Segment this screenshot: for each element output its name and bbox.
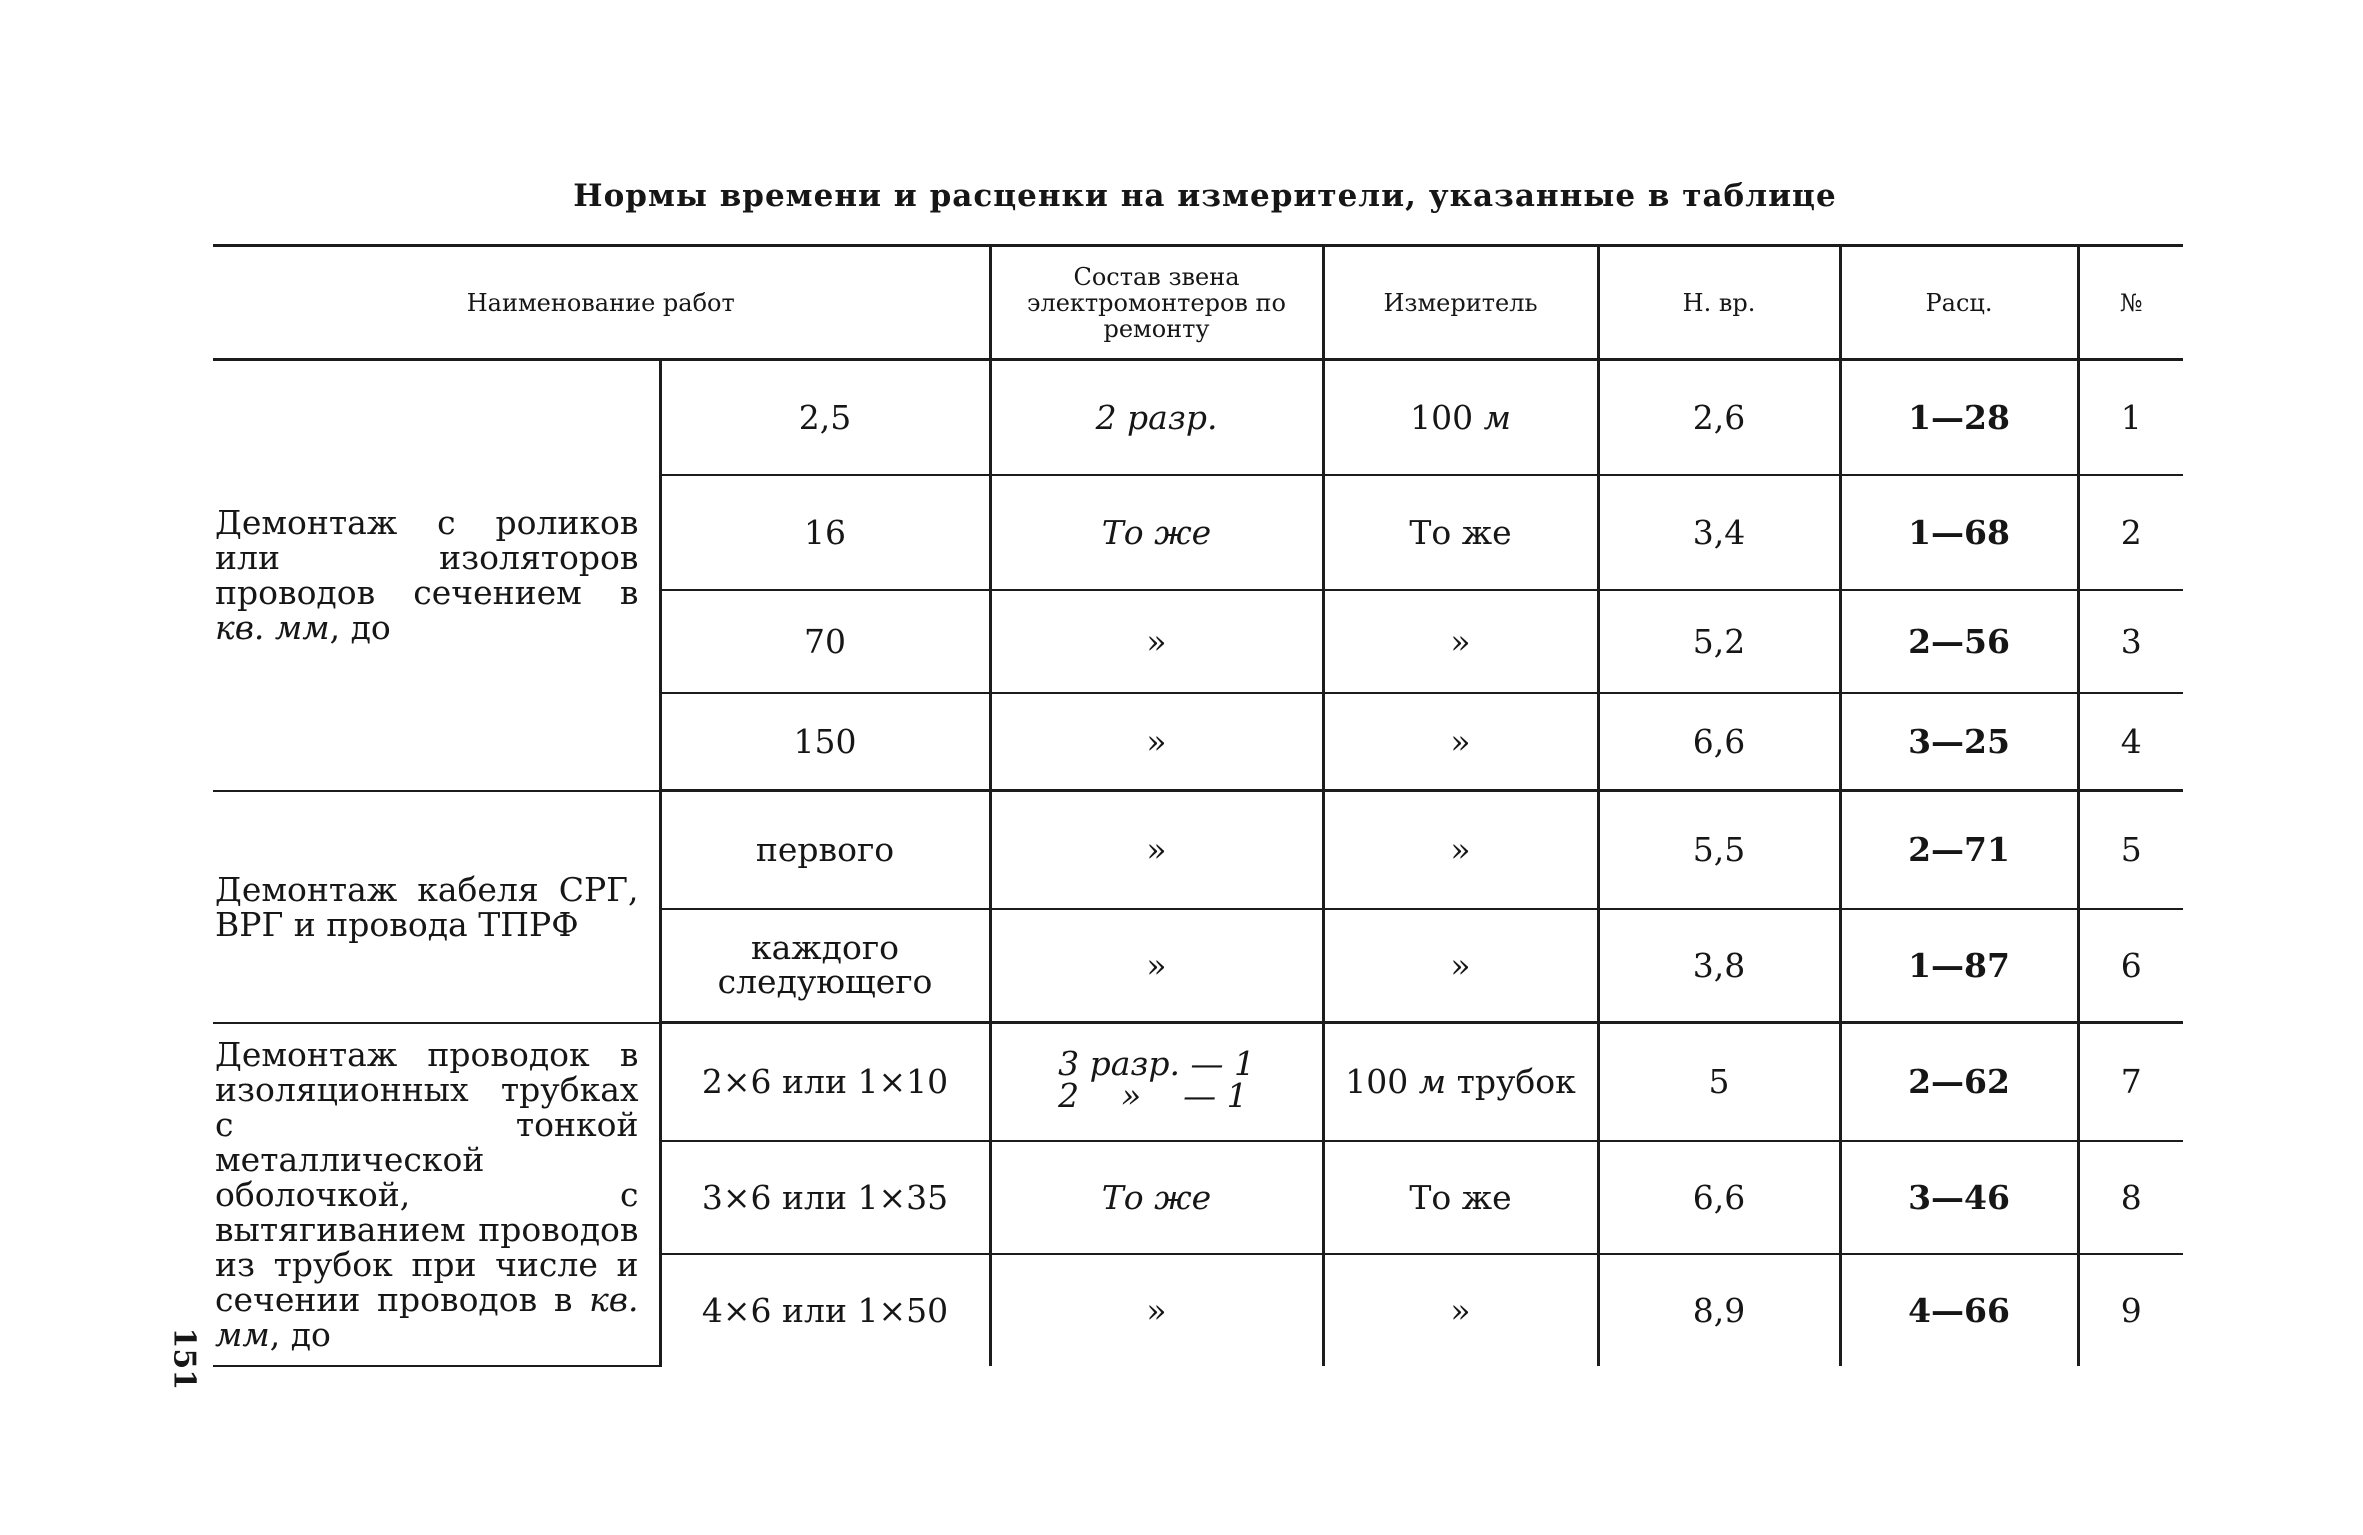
crew-cell: То же — [990, 1141, 1323, 1254]
header-rate: Расц. — [1840, 246, 2078, 360]
time-cell: 8,9 — [1598, 1254, 1840, 1366]
group-name-3: Демонтаж проводок в изоляционных трубках с тонкой металлической оболочкой, с вытягиванием проводов из трубок при числе и сечении проводов в кв. мм, до — [213, 1023, 660, 1366]
crew-cell: » — [990, 693, 1323, 791]
time-cell: 5 — [1598, 1023, 1840, 1141]
header-crew: Состав звена электромонтеров по ремонту — [990, 246, 1323, 360]
group-name-2: Демонтаж кабеля СРГ, ВРГ и провода ТПРФ — [213, 791, 660, 1023]
number-cell: 6 — [2078, 909, 2183, 1023]
number-cell: 1 — [2078, 360, 2183, 475]
size-cell: 3×6 или 1×35 — [660, 1141, 990, 1254]
norms-table — [213, 244, 2183, 1367]
header-unit: Измеритель — [1323, 246, 1598, 360]
size-cell: каждого следующего — [660, 909, 990, 1023]
rate-cell: 4—66 — [1840, 1254, 2078, 1366]
number-cell: 9 — [2078, 1254, 2183, 1366]
time-cell: 6,6 — [1598, 1141, 1840, 1254]
table-row — [213, 1023, 2183, 1141]
rate-cell: 2—62 — [1840, 1023, 2078, 1141]
unit-cell: » — [1323, 1254, 1598, 1366]
time-cell: 2,6 — [1598, 360, 1840, 475]
number-cell: 5 — [2078, 791, 2183, 909]
time-cell: 3,4 — [1598, 475, 1840, 590]
unit-cell: » — [1323, 791, 1598, 909]
size-cell: 2,5 — [660, 360, 990, 475]
rate-cell: 2—56 — [1840, 590, 2078, 693]
crew-cell: То же — [990, 475, 1323, 590]
table-title: Нормы времени и расценки на измерители, указанные в таблице — [573, 178, 1837, 214]
page-number: 151 — [166, 1327, 202, 1391]
time-cell: 6,6 — [1598, 693, 1840, 791]
rate-cell: 1—68 — [1840, 475, 2078, 590]
number-cell: 4 — [2078, 693, 2183, 791]
unit-cell: » — [1323, 693, 1598, 791]
crew-cell: » — [990, 791, 1323, 909]
number-cell: 7 — [2078, 1023, 2183, 1141]
size-cell: первого — [660, 791, 990, 909]
time-cell: 3,8 — [1598, 909, 1840, 1023]
rate-cell: 2—71 — [1840, 791, 2078, 909]
crew-cell: » — [990, 590, 1323, 693]
number-cell: 8 — [2078, 1141, 2183, 1254]
header-row — [213, 246, 2183, 360]
size-cell: 16 — [660, 475, 990, 590]
size-cell: 4×6 или 1×50 — [660, 1254, 990, 1366]
header-number: № — [2078, 246, 2183, 360]
crew-cell: » — [990, 909, 1323, 1023]
unit-cell: » — [1323, 909, 1598, 1023]
rate-cell: 1—28 — [1840, 360, 2078, 475]
group-name-1: Демонтаж с роликов или изоляторов проводов сечением в кв. мм, до — [213, 360, 660, 791]
header-name: Наименование работ — [213, 246, 990, 360]
size-cell: 150 — [660, 693, 990, 791]
rate-cell: 1—87 — [1840, 909, 2078, 1023]
number-cell: 2 — [2078, 475, 2183, 590]
unit-cell: 100 м — [1323, 360, 1598, 475]
unit-cell: То же — [1323, 475, 1598, 590]
crew-composition: 3 разр. — 1 2 » — 1 — [1058, 1044, 1255, 1116]
rate-cell: 3—25 — [1840, 693, 2078, 791]
time-cell: 5,2 — [1598, 590, 1840, 693]
crew-cell: » — [990, 1254, 1323, 1366]
size-cell: 70 — [660, 590, 990, 693]
time-cell: 5,5 — [1598, 791, 1840, 909]
table-row — [213, 791, 2183, 909]
size-cell: 2×6 или 1×10 — [660, 1023, 990, 1141]
unit-cell: » — [1323, 590, 1598, 693]
number-cell: 3 — [2078, 590, 2183, 693]
rate-cell: 3—46 — [1840, 1141, 2078, 1254]
unit-cell: То же — [1323, 1141, 1598, 1254]
header-time: Н. вр. — [1598, 246, 1840, 360]
crew-cell: 2 разр. — [990, 360, 1323, 475]
unit-cell: 100 м трубок — [1323, 1023, 1598, 1141]
crew-cell — [990, 1023, 1323, 1141]
table-row — [213, 360, 2183, 475]
